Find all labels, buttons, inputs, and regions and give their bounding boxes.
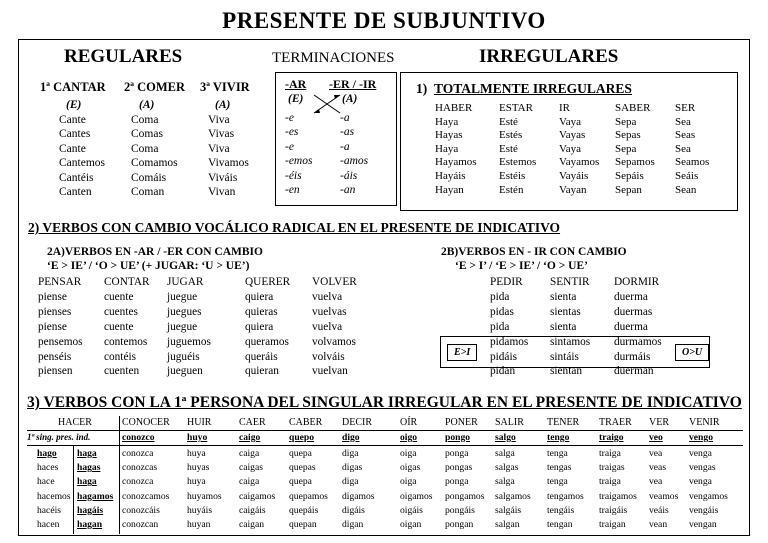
conjugated-form: huyan bbox=[187, 519, 211, 530]
conjugated-form: traiga bbox=[599, 448, 621, 459]
conjugated-form: tengáis bbox=[547, 504, 575, 516]
section2-heading bbox=[28, 220, 560, 236]
conjugated-form: salgan bbox=[495, 519, 520, 530]
column-header: DECIR bbox=[342, 417, 372, 428]
conjugated-form: veáis bbox=[649, 504, 669, 516]
ending: -as bbox=[340, 126, 355, 139]
column-header: PEDIR bbox=[490, 276, 523, 288]
column-header: SABER bbox=[615, 102, 651, 114]
conjugated-form: oigamos bbox=[400, 490, 433, 502]
irregular-column bbox=[615, 102, 655, 197]
er-ir-label: -ER / -IR bbox=[329, 77, 377, 91]
conjugated-form: pidáis bbox=[490, 350, 517, 363]
conjugated-form: caigas bbox=[239, 462, 263, 474]
er-pronoun: (A) bbox=[342, 93, 358, 105]
column-header: 2ª COMER bbox=[124, 80, 186, 94]
regular-column-vivir bbox=[208, 113, 249, 199]
conjugated-form: Sepas bbox=[615, 129, 641, 142]
conjugated-form: Vaya bbox=[559, 115, 581, 128]
conjugated-form: sientas bbox=[550, 305, 581, 318]
conjugated-form: juegue bbox=[167, 290, 198, 303]
indicative-form: conozco bbox=[122, 432, 155, 443]
conjugated-form: pongamos bbox=[445, 490, 485, 502]
conjugated-form: pida bbox=[490, 320, 510, 333]
conjugated-form: quepa bbox=[289, 476, 312, 488]
regulares-heading: REGULARES bbox=[64, 46, 183, 67]
conjugated-form: venga bbox=[689, 476, 712, 488]
conjugated-form: pongáis bbox=[445, 504, 475, 516]
conjugated-form: ponga bbox=[445, 476, 469, 488]
conjugated-form: pida bbox=[490, 290, 510, 303]
hacer-form: hace bbox=[37, 476, 55, 488]
table-rule bbox=[73, 445, 74, 534]
conjugated-form: Estén bbox=[499, 183, 524, 196]
hacer-subjunctive-form: hagas bbox=[77, 462, 101, 474]
conjugated-form: juegues bbox=[167, 305, 202, 318]
conjugated-form: traigan bbox=[599, 519, 626, 530]
regular-column-comer bbox=[131, 113, 178, 199]
ending: -a bbox=[340, 112, 350, 124]
conjugated-form: Sea bbox=[675, 142, 691, 155]
column-header: VER bbox=[649, 417, 669, 428]
conjugated-form: venga bbox=[689, 448, 712, 459]
conjugated-form: Vayas bbox=[559, 129, 586, 142]
conjugated-form: contemos bbox=[104, 335, 148, 348]
conjugated-form: Sean bbox=[675, 183, 697, 196]
conjugated-form: conozcas bbox=[122, 462, 158, 474]
conjugated-form: pongas bbox=[445, 462, 473, 474]
conjugated-form: pidan bbox=[490, 365, 516, 378]
ar-pronoun: (E) bbox=[288, 93, 304, 105]
conjugated-form: Esté bbox=[499, 142, 518, 155]
conjugated-form: volváis bbox=[312, 350, 345, 363]
conjugated-form: duermas bbox=[614, 305, 653, 318]
conjugated-form: traiga bbox=[599, 476, 621, 488]
column-header: VENIR bbox=[689, 417, 720, 428]
column-header: OÍR bbox=[400, 417, 418, 428]
conjugated-form: Cantéis bbox=[59, 171, 94, 184]
conjugated-form: Vivamos bbox=[208, 157, 249, 170]
ending: -amos bbox=[340, 155, 369, 168]
conjugated-form: duerma bbox=[614, 290, 648, 303]
conjugated-form: Sepa bbox=[615, 142, 637, 155]
ar-label: -AR bbox=[285, 77, 307, 91]
conjugated-form: traigáis bbox=[599, 504, 628, 516]
ending: -en bbox=[285, 184, 300, 197]
conjugated-form: tengan bbox=[547, 519, 573, 530]
ar-endings bbox=[285, 111, 312, 197]
column-header: CABER bbox=[289, 417, 323, 428]
ending: -an bbox=[340, 184, 356, 197]
indicative-form: digo bbox=[342, 432, 360, 443]
conjugated-form: quieran bbox=[245, 365, 279, 378]
table-rule bbox=[119, 416, 120, 534]
conjugated-form: volvamos bbox=[312, 335, 356, 348]
conjugated-form: quiera bbox=[245, 320, 274, 333]
indicative-form: tengo bbox=[547, 432, 570, 443]
column-header: CAER bbox=[239, 417, 266, 428]
conjugated-form: veamos bbox=[649, 490, 679, 502]
section2b-rule: ‘E > I’ / ‘E > IE’ / ‘O > UE’ bbox=[455, 260, 588, 272]
conjugated-form: conozcáis bbox=[122, 504, 160, 516]
conjugated-form: Vayáis bbox=[559, 169, 589, 182]
ending: -es bbox=[285, 126, 299, 139]
conjugated-form: Seáis bbox=[675, 169, 699, 182]
column-header: SENTIR bbox=[550, 276, 590, 288]
section2-heading-text: 2) VERBOS CON CAMBIO VOCÁLICO RADICAL EN EL PRESENTE DE INDICATIVO bbox=[28, 220, 561, 235]
indicative-form: oigo bbox=[400, 432, 418, 443]
conjugated-form: vengáis bbox=[689, 504, 719, 516]
tag-o-u: O>U bbox=[675, 344, 709, 361]
conjugated-form: vengas bbox=[689, 462, 716, 474]
section2b-heading: 2B)VERBOS EN - IR CON CAMBIO bbox=[441, 246, 627, 258]
regular-column-cantar bbox=[59, 113, 105, 199]
totalmente-irregulares-heading bbox=[416, 81, 632, 97]
column-header: QUERER bbox=[245, 276, 291, 288]
conjugated-form: pidas bbox=[490, 305, 514, 318]
irregular-column bbox=[499, 102, 536, 197]
column-header: TRAER bbox=[599, 417, 632, 428]
conjugated-form: tenga bbox=[547, 448, 568, 459]
conjugated-form: piense bbox=[38, 320, 67, 333]
conjugated-form: tenga bbox=[547, 476, 568, 488]
column-header: 1ª CANTAR bbox=[40, 80, 106, 94]
conjugated-form: Viváis bbox=[208, 171, 238, 184]
conjugated-form: diga bbox=[342, 476, 359, 488]
conjugated-form: durmáis bbox=[614, 350, 651, 363]
conjugated-form: Cantemos bbox=[59, 157, 105, 170]
column-header: CONOCER bbox=[122, 417, 170, 428]
table-rule bbox=[27, 430, 743, 431]
column-header: 3ª VIVIR bbox=[200, 80, 250, 94]
conjugated-form: sintamos bbox=[550, 335, 591, 348]
conjugated-form: Hayas bbox=[435, 129, 463, 142]
indicative-form: huyo bbox=[187, 432, 208, 443]
conjugated-form: vengamos bbox=[689, 490, 728, 502]
conjugated-form: vuelvas bbox=[312, 305, 347, 318]
conjugated-form: quiera bbox=[245, 290, 274, 303]
conjugated-form: tengas bbox=[547, 462, 572, 474]
conjugated-form: cuenten bbox=[104, 365, 140, 378]
section-number: 1) bbox=[416, 81, 434, 96]
column-header: HACER bbox=[58, 417, 92, 428]
column-header: PENSAR bbox=[38, 276, 82, 288]
hacer-subjunctive-form: haga bbox=[77, 448, 97, 459]
conjugated-form: duerma bbox=[614, 320, 648, 333]
conjugated-form: Vivan bbox=[208, 186, 236, 199]
conjugated-form: salga bbox=[495, 476, 515, 488]
terminaciones-heading: TERMINACIONES bbox=[272, 50, 395, 66]
column-header: JUGAR bbox=[167, 276, 204, 288]
column-header: HUIR bbox=[187, 417, 212, 428]
section3-heading bbox=[27, 394, 742, 412]
conjugated-form: quepamos bbox=[289, 490, 328, 502]
verb-column bbox=[38, 275, 83, 379]
conjugated-form: digas bbox=[342, 462, 363, 474]
table-rule bbox=[27, 445, 743, 446]
conjugated-form: digáis bbox=[342, 504, 365, 516]
verb-column bbox=[245, 275, 290, 379]
conjugated-form: Canten bbox=[59, 186, 92, 199]
conjugated-form: ponga bbox=[445, 448, 469, 459]
conjugated-form: oiga bbox=[400, 476, 417, 488]
conjugated-form: digamos bbox=[342, 490, 375, 502]
indicative-form: traigo bbox=[599, 432, 624, 443]
column-header: DORMIR bbox=[614, 276, 660, 288]
conjugated-form: vuelva bbox=[312, 320, 343, 333]
irregular-column bbox=[435, 102, 477, 197]
verb-column bbox=[312, 275, 357, 379]
ending: -áis bbox=[340, 169, 358, 182]
conjugated-form: Estés bbox=[499, 129, 523, 142]
hacer-form: hacemos bbox=[37, 490, 71, 502]
irregulares-heading: IRREGULARES bbox=[479, 46, 619, 67]
conjugated-form: conozcamos bbox=[122, 490, 170, 502]
conjugated-form: quepa bbox=[289, 448, 312, 459]
column-header: ESTAR bbox=[499, 102, 533, 114]
conjugated-form: Haya bbox=[435, 115, 459, 128]
indicative-form: salgo bbox=[495, 432, 516, 443]
conjugated-form: traigamos bbox=[599, 490, 637, 502]
conjugated-form: Sepamos bbox=[615, 156, 655, 169]
conjugated-form: diga bbox=[342, 448, 359, 459]
column-header: SALIR bbox=[495, 417, 524, 428]
conjugated-form: salgamos bbox=[495, 490, 531, 502]
conjugated-form: oiga bbox=[400, 448, 417, 459]
conjugated-form: Sepa bbox=[615, 115, 637, 128]
conjugated-form: Comáis bbox=[131, 171, 167, 184]
conjugated-form: huyamos bbox=[187, 490, 222, 502]
hacer-form: hago bbox=[37, 448, 57, 459]
conjugated-form: Viva bbox=[208, 142, 230, 155]
column-header: CONTAR bbox=[104, 276, 150, 288]
conjugated-form: cuente bbox=[104, 320, 134, 333]
conjugated-form: Vivas bbox=[208, 128, 235, 141]
conjugated-form: Esté bbox=[499, 115, 518, 128]
conjugated-form: conozca bbox=[122, 476, 154, 488]
conjugated-form: Cante bbox=[59, 142, 86, 155]
pronoun-label: (A) bbox=[215, 99, 231, 111]
conjugated-form: Vayamos bbox=[559, 156, 600, 169]
plural-change-box bbox=[440, 336, 710, 368]
conjugated-form: oigan bbox=[400, 519, 422, 530]
hacer-subjunctive-form: hagáis bbox=[77, 504, 104, 516]
ending: -emos bbox=[285, 155, 313, 168]
conjugated-form: sintáis bbox=[550, 350, 579, 363]
section2a-heading: 2A)VERBOS EN -AR / -ER CON CAMBIO bbox=[47, 246, 263, 258]
conjugated-form: juguéis bbox=[167, 350, 200, 363]
conjugated-form: huya bbox=[187, 476, 206, 488]
section3-table bbox=[27, 416, 743, 534]
conjugated-form: Viva bbox=[208, 114, 230, 126]
section2a-rule: ‘E > IE’ / ‘O > UE’ (+ JUGAR: ‘U > UE’) bbox=[47, 260, 250, 272]
conjugated-form: Cantes bbox=[59, 128, 91, 141]
column-header: HABER bbox=[435, 102, 473, 114]
conjugated-form: Cante bbox=[59, 114, 86, 126]
column-header: SER bbox=[675, 102, 696, 114]
conjugated-form: sienta bbox=[550, 290, 577, 303]
conjugated-form: queramos bbox=[245, 335, 289, 348]
conjugated-form: Comas bbox=[131, 128, 163, 141]
irregular-column bbox=[559, 102, 599, 197]
conjugated-form: Comamos bbox=[131, 157, 178, 170]
irregular-column bbox=[675, 102, 709, 197]
conjugated-form: vea bbox=[649, 448, 663, 459]
hacer-subjunctive-form: hagan bbox=[77, 519, 103, 530]
conjugated-form: vea bbox=[649, 476, 663, 488]
conjugated-form: queráis bbox=[245, 350, 278, 363]
er-endings bbox=[340, 111, 368, 197]
conjugated-form: juegue bbox=[167, 320, 198, 333]
hacer-subjunctive-form: hagamos bbox=[77, 490, 114, 502]
conjugated-form: Sepáis bbox=[615, 169, 644, 182]
hacer-form: hacéis bbox=[37, 504, 61, 516]
totalmente-heading-text: TOTALMENTE IRREGULARES bbox=[434, 81, 632, 96]
cross-arrows-icon bbox=[312, 93, 342, 115]
conjugated-form: quepan bbox=[289, 519, 317, 530]
conjugated-form: Coma bbox=[131, 142, 159, 155]
conjugated-form: Sepan bbox=[615, 183, 642, 196]
column-header: TENER bbox=[547, 417, 580, 428]
conjugated-form: caiga bbox=[239, 448, 260, 459]
ending: -éis bbox=[285, 169, 302, 182]
conjugated-form: salgas bbox=[495, 462, 519, 474]
indicative-form: caigo bbox=[239, 432, 261, 443]
row-label: 1ª sing. pres. ind. bbox=[27, 432, 91, 442]
conjugated-form: durmamos bbox=[614, 335, 662, 348]
conjugated-form: Haya bbox=[435, 142, 459, 155]
conjugated-form: Seas bbox=[675, 129, 696, 142]
ending: -e bbox=[285, 112, 294, 124]
page-title: PRESENTE DE SUBJUNTIVO bbox=[222, 8, 546, 33]
conjugated-form: conozcan bbox=[122, 519, 159, 530]
conjugated-form: vuelvan bbox=[312, 365, 348, 378]
conjugated-form: piense bbox=[38, 290, 67, 303]
conjugated-form: piensen bbox=[38, 365, 73, 378]
hacer-subjunctive-form: haga bbox=[77, 476, 97, 488]
conjugated-form: vuelva bbox=[312, 290, 343, 303]
indicative-form: pongo bbox=[445, 432, 471, 443]
conjugated-form: vean bbox=[649, 519, 668, 530]
conjugated-form: quepáis bbox=[289, 504, 319, 516]
conjugated-form: pidamos bbox=[490, 335, 529, 348]
conjugated-form: caigáis bbox=[239, 504, 266, 516]
column-header: PONER bbox=[445, 417, 478, 428]
tag-e-i: E>I bbox=[447, 344, 477, 361]
conjugated-form: quepas bbox=[289, 462, 316, 474]
section3-heading-text: 3) VERBOS CON LA 1ª PERSONA DEL SINGULAR IRREGULAR EN EL PRESENTE DE INDICATIVO bbox=[27, 394, 742, 411]
indicative-form: quepo bbox=[289, 432, 315, 443]
conjugated-form: Vaya bbox=[559, 142, 581, 155]
conjugated-form: Hayan bbox=[435, 183, 464, 196]
conjugated-form: tengamos bbox=[547, 490, 584, 502]
ending: -a bbox=[340, 140, 350, 153]
ending: -e bbox=[285, 140, 294, 153]
conjugated-form: Vayan bbox=[559, 183, 587, 196]
hacer-form: haces bbox=[37, 462, 59, 474]
conjugated-form: huya bbox=[187, 448, 206, 459]
hacer-form: hacen bbox=[37, 519, 60, 530]
conjugated-form: caigamos bbox=[239, 490, 276, 502]
conjugated-form: digan bbox=[342, 519, 364, 530]
conjugated-form: quieras bbox=[245, 305, 278, 318]
conjugated-form: salgáis bbox=[495, 504, 522, 516]
conjugated-form: Seamos bbox=[675, 156, 710, 169]
conjugated-form: sientan bbox=[550, 365, 582, 378]
conjugated-form: pongan bbox=[445, 519, 474, 530]
conjugated-form: cuente bbox=[104, 290, 134, 303]
conjugated-form: vengan bbox=[689, 519, 717, 530]
conjugated-form: Coma bbox=[131, 114, 159, 126]
conjugated-form: Sea bbox=[675, 115, 691, 128]
conjugated-form: Estemos bbox=[499, 156, 537, 169]
verb-column bbox=[167, 275, 211, 379]
conjugated-form: veas bbox=[649, 462, 667, 474]
conjugated-form: cuentes bbox=[104, 305, 138, 318]
pronoun-label: (E) bbox=[66, 99, 82, 111]
conjugated-form: Coman bbox=[131, 186, 165, 199]
conjugated-form: pensemos bbox=[38, 335, 83, 348]
pronoun-label: (A) bbox=[139, 99, 155, 111]
column-header: IR bbox=[559, 102, 570, 114]
totalmente-irregulares-box bbox=[400, 72, 738, 211]
column-header: VOLVER bbox=[312, 276, 357, 288]
conjugated-form: oigas bbox=[400, 462, 421, 474]
conjugated-form: conozca bbox=[122, 448, 154, 459]
conjugated-form: salga bbox=[495, 448, 515, 459]
conjugated-form: sienta bbox=[550, 320, 577, 333]
conjugated-form: Hayáis bbox=[435, 169, 466, 182]
indicative-form: vengo bbox=[689, 432, 713, 443]
conjugated-form: huyáis bbox=[187, 504, 213, 516]
terminaciones-box bbox=[275, 72, 397, 206]
conjugated-form: Estéis bbox=[499, 169, 526, 182]
verb-column bbox=[104, 275, 150, 379]
conjugated-form: traigas bbox=[599, 462, 625, 474]
conjugated-form: penséis bbox=[38, 350, 72, 363]
conjugated-form: duerman bbox=[614, 365, 654, 378]
conjugated-form: juguemos bbox=[167, 335, 211, 348]
conjugated-form: huyas bbox=[187, 462, 210, 474]
conjugated-form: oigáis bbox=[400, 504, 423, 516]
conjugated-form: caigan bbox=[239, 519, 265, 530]
conjugated-form: contéis bbox=[104, 350, 136, 363]
conjugated-form: jueguen bbox=[167, 365, 203, 378]
conjugated-form: pienses bbox=[38, 305, 72, 318]
indicative-form: veo bbox=[649, 432, 663, 443]
conjugated-form: Hayamos bbox=[435, 156, 477, 169]
conjugated-form: caiga bbox=[239, 476, 260, 488]
